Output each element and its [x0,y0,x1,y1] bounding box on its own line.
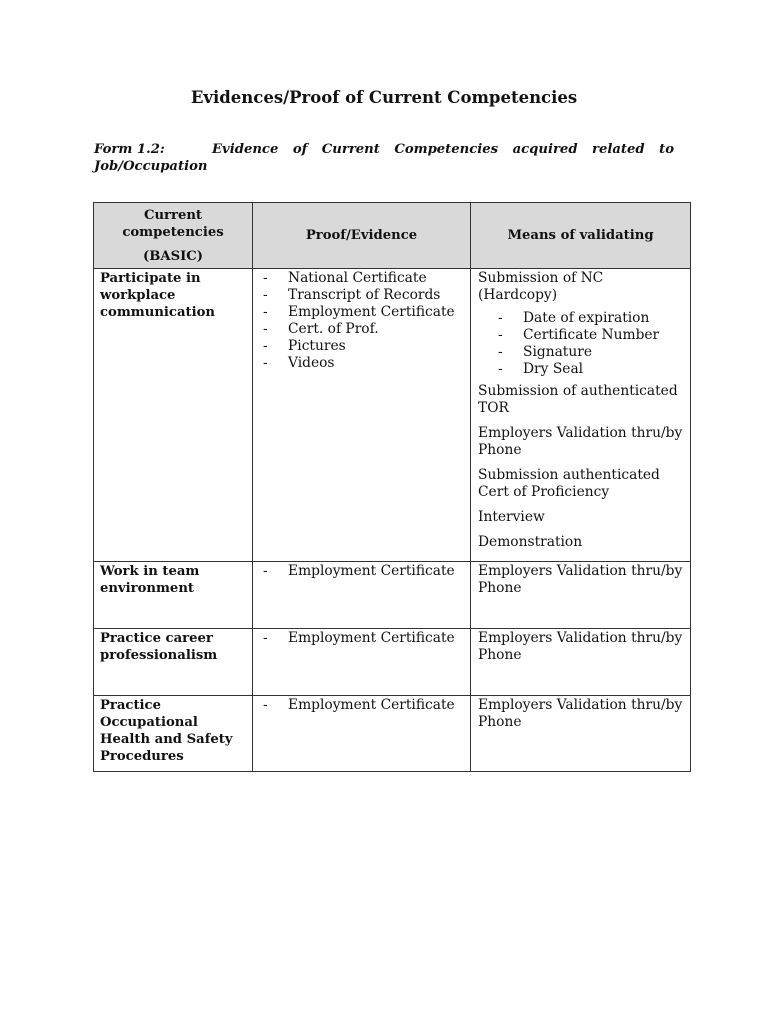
proof-item-text: Pictures [288,338,346,354]
proof-item-text: National Certificate [288,270,427,286]
list-item: - Cert. of Prof. [263,321,379,337]
means-subitem-text: Signature [523,344,592,360]
list-item: - Employment Certificate [263,563,455,579]
means-subitem-text: Certificate Number [523,327,660,343]
means-paragraph: Demonstration [478,534,583,550]
form-caption-text: Evidence of Current Competencies acquired related to Job/Occupation [94,142,674,174]
proof-item-text: Employment Certificate [288,563,455,579]
proof-cell [253,696,471,772]
proof-item-text: Employment Certificate [288,304,455,320]
means-paragraph: Submission of authenticated TOR [478,383,678,416]
form-caption [94,141,674,175]
proof-item-text: Transcript of Records [288,287,441,303]
proof-item-text: Videos [288,355,335,371]
form-number: Form 1.2: [94,142,165,157]
proof-list [263,563,466,580]
header-means-of-validating: Means of validating [471,203,691,269]
table-row [94,562,691,629]
proof-list [263,630,466,647]
means-paragraph: Submission authenticated Cert of Proficiency [478,467,660,500]
header-competencies-line1: Current [143,207,203,223]
list-item: - Pictures [263,338,346,354]
table-row [94,696,691,772]
means-intro: Submission of NC (Hardcopy) [478,270,604,303]
means-paragraph: Employers Validation thru/by Phone [478,425,683,458]
proof-item-text: Employment Certificate [288,697,455,713]
table-header-row [94,203,691,269]
means-subitem-text: Date of expiration [523,310,650,326]
header-competencies-line2: competencies [122,224,224,240]
list-item: - Employment Certificate [263,630,455,646]
means-cell: Employers Validation thru/by Phone [471,696,691,772]
header-current-competencies [94,203,253,269]
table-row [94,269,691,562]
list-item: - Employment Certificate [263,697,455,713]
means-cell: Employers Validation thru/by Phone [471,562,691,629]
means-sublist [498,310,686,378]
competency-cell: Practice Occupational Health and Safety Procedures [94,696,253,772]
list-item: - Videos [263,355,335,371]
means-cell [471,269,691,562]
proof-cell [253,629,471,696]
means-subitem-text: Dry Seal [523,361,584,377]
list-item: - Signature [498,344,592,360]
competencies-table [93,202,691,772]
list-item: - Date of expiration [498,310,650,326]
competency-cell: Work in team environment [94,562,253,629]
competency-cell: Practice career professionalism [94,629,253,696]
means-paragraph: Interview [478,509,545,525]
list-item: - Transcript of Records [263,287,441,303]
proof-item-text: Cert. of Prof. [288,321,379,337]
list-item: - Dry Seal [498,361,584,377]
means-cell: Employers Validation thru/by Phone [471,629,691,696]
competency-cell: Participate in workplace communication [94,269,253,562]
proof-cell [253,269,471,562]
table-row [94,629,691,696]
proof-list [263,270,466,372]
list-item: - Employment Certificate [263,304,455,320]
proof-item-text: Employment Certificate [288,630,455,646]
header-competencies-line3: (BASIC) [142,248,204,264]
list-item: - Certificate Number [498,327,660,343]
header-proof-evidence: Proof/Evidence [253,203,471,269]
list-item: - National Certificate [263,270,427,286]
page-title: Evidences/Proof of Current Competencies [190,88,578,107]
proof-list [263,697,466,714]
proof-cell [253,562,471,629]
